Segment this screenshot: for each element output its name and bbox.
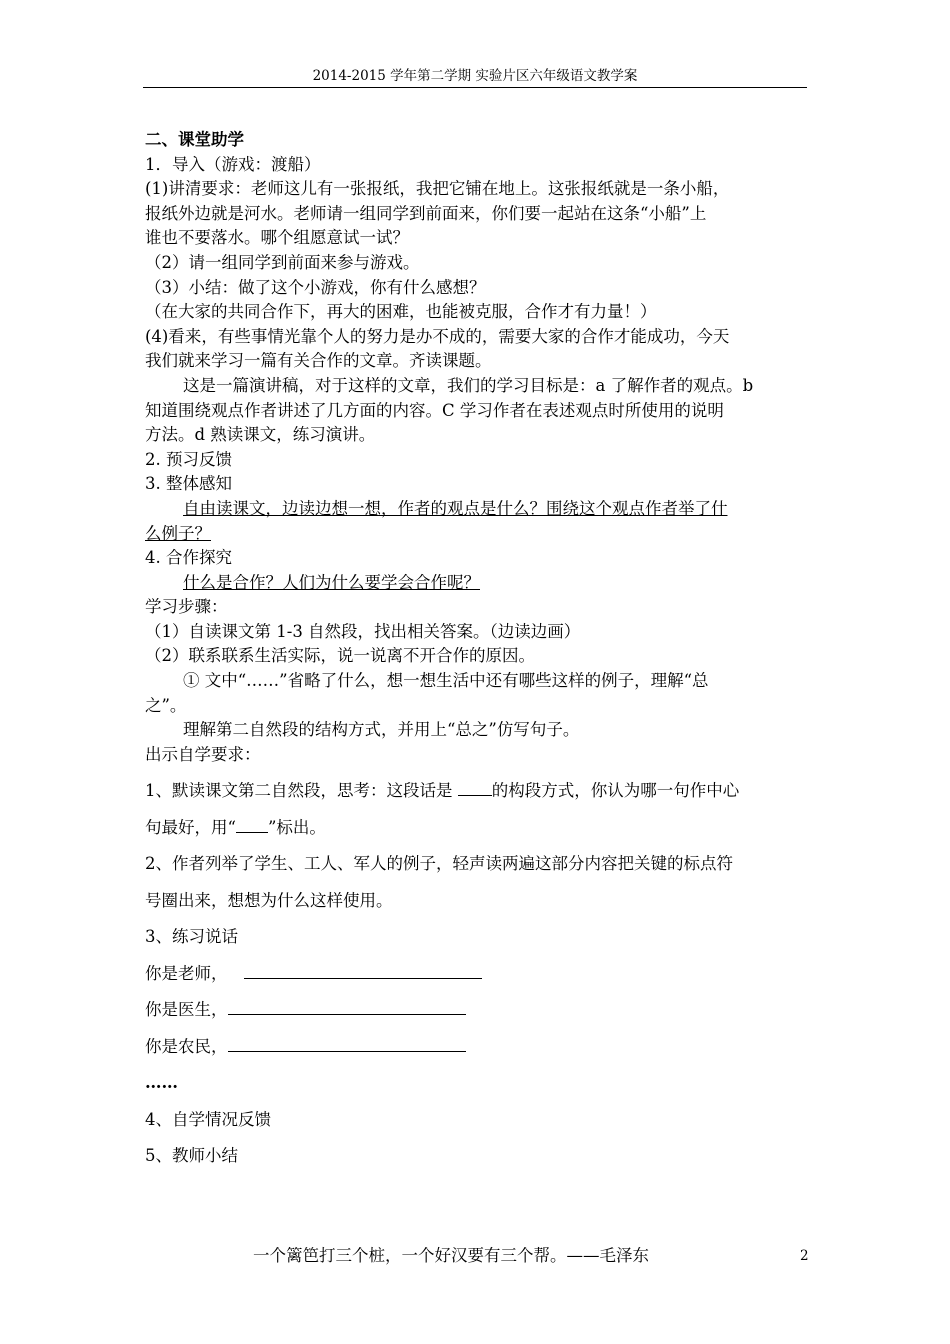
text-line: 报纸外边就是河水。老师请一组同学到前面来，你们要一起站在这条“小船”上	[145, 203, 707, 223]
fill-blank	[236, 817, 268, 833]
task-3-heading: 3、练习说话	[145, 927, 238, 947]
answer-blank	[244, 963, 482, 979]
document-body	[145, 128, 810, 1175]
answer-blank	[228, 999, 466, 1015]
practice-prompt: 你是农民，	[145, 1036, 228, 1056]
text-line: （在大家的共同合作下，再大的困难，也能被克服，合作才有力量！）	[145, 302, 657, 322]
section-heading: 二、课堂助学	[145, 130, 244, 149]
text-line: (1)讲清要求：老师这儿有一张报纸，我把它铺在地上。这张报纸就是一条小船，	[145, 179, 730, 199]
text-line: 3. 整体感知	[145, 474, 232, 494]
underlined-question: 么例子？	[145, 523, 211, 543]
text-line: 4. 合作探究	[145, 548, 232, 568]
text-line: 这是一篇演讲稿，对于这样的文章，我们的学习目标是：a 了解作者的观点。b	[183, 375, 754, 395]
page-number: 2	[800, 1248, 809, 1264]
underlined-question: 自由读课文，边读边想一想，作者的观点是什么？围绕这个观点作者举了什	[183, 498, 728, 518]
text-line: 理解第二自然段的结构方式，并用上“总之”仿写句子。	[183, 720, 580, 740]
text-line: （3）小结：做了这个小游戏，你有什么感想？	[145, 277, 486, 297]
practice-prompt: 你是老师，	[145, 963, 228, 983]
task-text: 1、默读课文第二自然段，思考：这段话是	[145, 781, 458, 801]
text-line: 我们就来学习一篇有关合作的文章。齐读课题。	[145, 351, 492, 371]
practice-teacher-line	[145, 956, 810, 993]
footer-quote: 一个篱笆打三个桩，一个好汉要有三个帮。——毛泽东	[253, 1246, 649, 1265]
answer-blank	[228, 1036, 466, 1052]
text-line: 出示自学要求：	[145, 744, 261, 764]
practice-prompt: 你是医生，	[145, 1000, 228, 1020]
text-line: 2. 预习反馈	[145, 449, 232, 469]
text-line: 学习步骤：	[145, 597, 228, 617]
ellipsis: ……	[145, 1073, 178, 1093]
task-text: 的构段方式，你认为哪一句作中心	[491, 781, 740, 801]
text-line: 谁也不要落水。哪个组愿意试一试？	[145, 228, 409, 248]
text-line: （2）联系联系生活实际，说一说离不开合作的原因。	[145, 646, 535, 666]
text-line: 1．导入（游戏：渡船）	[145, 154, 321, 174]
text-line: （2）请一组同学到前面来参与游戏。	[145, 252, 420, 272]
task-text: 句最好，用“	[145, 817, 236, 837]
text-line: 之”。	[145, 695, 187, 715]
text-line: ① 文中“……”省略了什么，想一想生活中还有哪些这样的例子，理解“总	[183, 671, 709, 691]
header-divider	[143, 87, 807, 88]
task-4-heading: 4、自学情况反馈	[145, 1109, 271, 1129]
underlined-question: 什么是合作？人们为什么要学会合作呢？	[183, 572, 480, 592]
text-line: （1）自读课文第 1-3 自然段，找出相关答案。（边读边画）	[145, 621, 581, 641]
practice-doctor-line	[145, 992, 810, 1029]
task-text: ”标出。	[267, 817, 326, 837]
page-header: 2014-2015 学年第二学期 实验片区六年级语文教学案	[312, 68, 638, 84]
fill-blank	[458, 780, 492, 796]
practice-farmer-line	[145, 1029, 810, 1066]
task-2-line-1: 2、作者列举了学生、工人、军人的例子，轻声读两遍这部分内容把关键的标点符	[145, 854, 733, 874]
task-5-heading: 5、教师小结	[145, 1146, 238, 1166]
text-line: (4)看来，有些事情光靠个人的努力是办不成的，需要大家的合作才能成功，今天	[145, 326, 730, 346]
page-footer	[0, 1244, 950, 1268]
task-2-line-2: 号圈出来，想想为什么这样使用。	[145, 890, 393, 910]
text-line: 知道围绕观点作者讲述了几方面的内容。C 学习作者在表述观点时所使用的说明	[145, 400, 724, 420]
task-1-line-1	[145, 773, 810, 810]
task-1-line-2	[145, 810, 810, 847]
text-line: 方法。d 熟读课文，练习演讲。	[145, 425, 376, 445]
